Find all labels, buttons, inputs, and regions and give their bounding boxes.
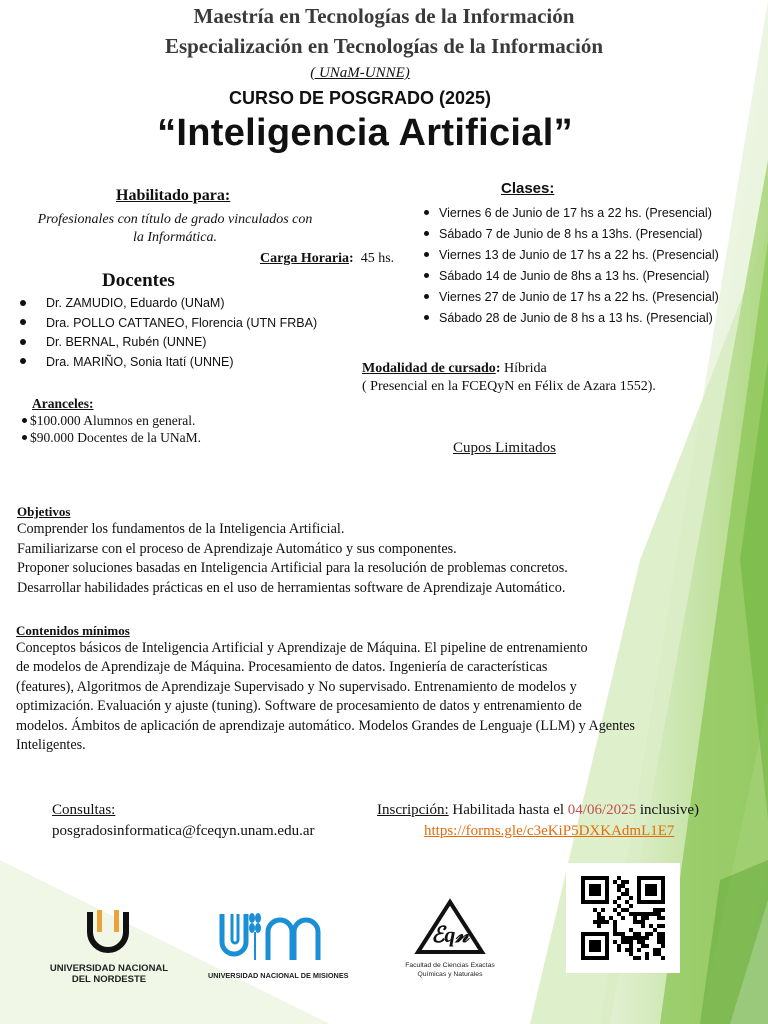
bullet-icon bbox=[20, 358, 26, 364]
modalidad-label: Modalidad de cursado bbox=[362, 361, 496, 376]
objetivos-list bbox=[17, 520, 717, 598]
qr-code bbox=[566, 863, 680, 973]
program-title-masters: Maestría en Tecnologías de la Información bbox=[193, 4, 575, 28]
course-title: “Inteligencia Artificial” bbox=[157, 112, 573, 154]
fceqyn-logo-line1: Facultad de Ciencias Exactas bbox=[405, 962, 495, 969]
contenidos-heading: Contenidos mínimos bbox=[16, 623, 130, 638]
unam-emblem-icon bbox=[208, 908, 342, 966]
inscripcion-text-before: Habilitada hasta el bbox=[448, 802, 568, 818]
universities-label: ( UNaM-UNNE) bbox=[310, 65, 410, 81]
docente-item: Dr. BERNAL, Rubén (UNNE) bbox=[20, 333, 317, 353]
clases-heading: Clases: bbox=[501, 180, 555, 197]
clase-item: Sábado 14 de Junio de 8hs a 13 hs. (Presencial) bbox=[424, 266, 719, 287]
program-title-specialization: Especialización en Tecnologías de la Información bbox=[164, 34, 604, 58]
contenidos-line: Inteligentes. bbox=[16, 737, 86, 754]
clase-item: Viernes 6 de Junio de 17 hs a 22 hs. (Presencial) bbox=[424, 203, 719, 224]
qr-code-pattern bbox=[581, 876, 665, 960]
clase-item: Viernes 13 de Junio de 17 hs a 22 hs. (Presencial) bbox=[424, 245, 719, 266]
bullet-icon bbox=[22, 418, 27, 423]
bullet-icon bbox=[20, 319, 26, 325]
modalidad bbox=[362, 360, 656, 396]
bullet-icon bbox=[424, 315, 429, 320]
modalidad-detail: ( Presencial en la FCEQyN en Félix de Azara 1552). bbox=[362, 379, 656, 394]
course-label: CURSO DE POSGRADO (2025) bbox=[228, 88, 492, 108]
bullet-icon bbox=[424, 231, 429, 236]
bullet-icon bbox=[22, 435, 27, 440]
inscripcion-label: Inscripción: bbox=[377, 802, 449, 818]
docente-item: Dra. POLLO CATTANEO, Florencia (UTN FRBA) bbox=[20, 314, 317, 334]
unne-logo-line1: UNIVERSIDAD NACIONAL bbox=[49, 963, 169, 974]
docentes-heading: Docentes bbox=[102, 270, 175, 291]
aranceles-heading: Aranceles: bbox=[32, 396, 94, 411]
contenidos-text bbox=[16, 639, 736, 755]
modalidad-value: Híbrida bbox=[500, 361, 547, 376]
fceqyn-emblem-icon bbox=[388, 898, 512, 956]
habilitado-text bbox=[30, 211, 320, 247]
contenidos-line: optimización. Evaluación y ajuste (tuning). Software de procesamiento de datos y entrenamiento de bbox=[16, 698, 582, 715]
bullet-icon bbox=[424, 252, 429, 257]
unam-logo-caption: UNIVERSIDAD NACIONAL DE MISIONES bbox=[208, 971, 349, 980]
svg-text:ℰq𝓃: ℰq𝓃 bbox=[431, 922, 469, 947]
arancel-item: $90.000 Docentes de la UNaM. bbox=[22, 429, 201, 446]
clases-list bbox=[424, 203, 719, 329]
objetivos-heading: Objetivos bbox=[17, 504, 71, 519]
bullet-icon bbox=[424, 210, 429, 215]
objetivo-line: Proponer soluciones basadas en Inteligencia Artificial para la resolución de problemas concretos. bbox=[17, 560, 568, 576]
habilitado-text-line2: la Informática. bbox=[133, 230, 217, 245]
contenidos-line: de modelos de Aprendizaje de Máquina. Procesamiento de datos. Ingeniería de características bbox=[16, 659, 548, 676]
inscripcion-form-link[interactable]: https://forms.gle/c3eKiP5DXKAdmL1E7 bbox=[424, 823, 675, 839]
aranceles-list bbox=[22, 412, 201, 446]
habilitado-heading: Habilitado para: bbox=[116, 187, 231, 204]
objetivo-line: Comprender los fundamentos de la Inteligencia Artificial. bbox=[17, 521, 345, 537]
arancel-item: $100.000 Alumnos en general. bbox=[22, 412, 201, 429]
carga-horaria-colon: : bbox=[349, 251, 354, 266]
unne-logo bbox=[48, 906, 170, 986]
consultas-email[interactable]: posgradosinformatica@fceqyn.unam.edu.ar bbox=[52, 823, 315, 839]
bullet-icon bbox=[424, 294, 429, 299]
clase-item: Sábado 7 de Junio de 8 hs a 13hs. (Presencial) bbox=[424, 224, 719, 245]
contenidos-line: (features), Algoritmos de Aprendizaje Supervisado y No supervisado. Entrenamiento de modelos y bbox=[16, 678, 577, 695]
docente-item: Dra. MARIÑO, Sonia Itatí (UNNE) bbox=[20, 353, 317, 373]
unne-logo-line2: DEL NORDESTE bbox=[71, 974, 147, 985]
unam-logo bbox=[208, 908, 349, 980]
contenidos-line: Conceptos básicos de Inteligencia Artificial y Aprendizaje de Máquina. El pipeline de entrenamiento bbox=[16, 640, 588, 656]
inscripcion-deadline-date: 04/06/2025 bbox=[567, 802, 637, 818]
objetivo-line: Desarrollar habilidades prácticas en el uso de herramientas software de Aprendizaje Automático. bbox=[17, 579, 566, 596]
objetivo-line: Familiarizarse con el proceso de Aprendizaje Automático y sus componentes. bbox=[17, 540, 457, 557]
cupos-limitados: Cupos Limitados bbox=[453, 440, 556, 456]
carga-horaria-value: 45 hs. bbox=[360, 251, 395, 266]
modalidad-colon: : bbox=[495, 361, 501, 376]
bullet-icon bbox=[424, 273, 429, 278]
consultas-label: Consultas: bbox=[52, 802, 116, 818]
qr-module bbox=[661, 956, 665, 960]
habilitado-text-line1: Profesionales con título de grado vinculados con bbox=[37, 212, 313, 227]
inscripcion-text-after: inclusive) bbox=[636, 802, 700, 818]
carga-horaria bbox=[260, 251, 394, 267]
bullet-icon bbox=[20, 300, 26, 306]
docentes-list bbox=[20, 294, 317, 372]
clase-item: Sábado 28 de Junio de 8 hs a 13 hs. (Presencial) bbox=[424, 308, 719, 329]
docente-item: Dr. ZAMUDIO, Eduardo (UNaM) bbox=[20, 294, 317, 314]
bullet-icon bbox=[20, 339, 26, 345]
contenidos-line: modelos. Ámbitos de aplicación de aprendizaje automático. Modelos Grandes de Lenguaje (LLM) y Agentes bbox=[16, 717, 635, 734]
clase-item: Viernes 27 de Junio de 17 hs a 22 hs. (Presencial) bbox=[424, 287, 719, 308]
inscripcion bbox=[377, 802, 699, 819]
fceqyn-logo bbox=[388, 898, 512, 982]
carga-horaria-label: Carga Horaria bbox=[260, 251, 350, 266]
unne-emblem-icon bbox=[48, 906, 170, 958]
fceqyn-logo-line2: Químicas y Naturales bbox=[417, 971, 483, 978]
